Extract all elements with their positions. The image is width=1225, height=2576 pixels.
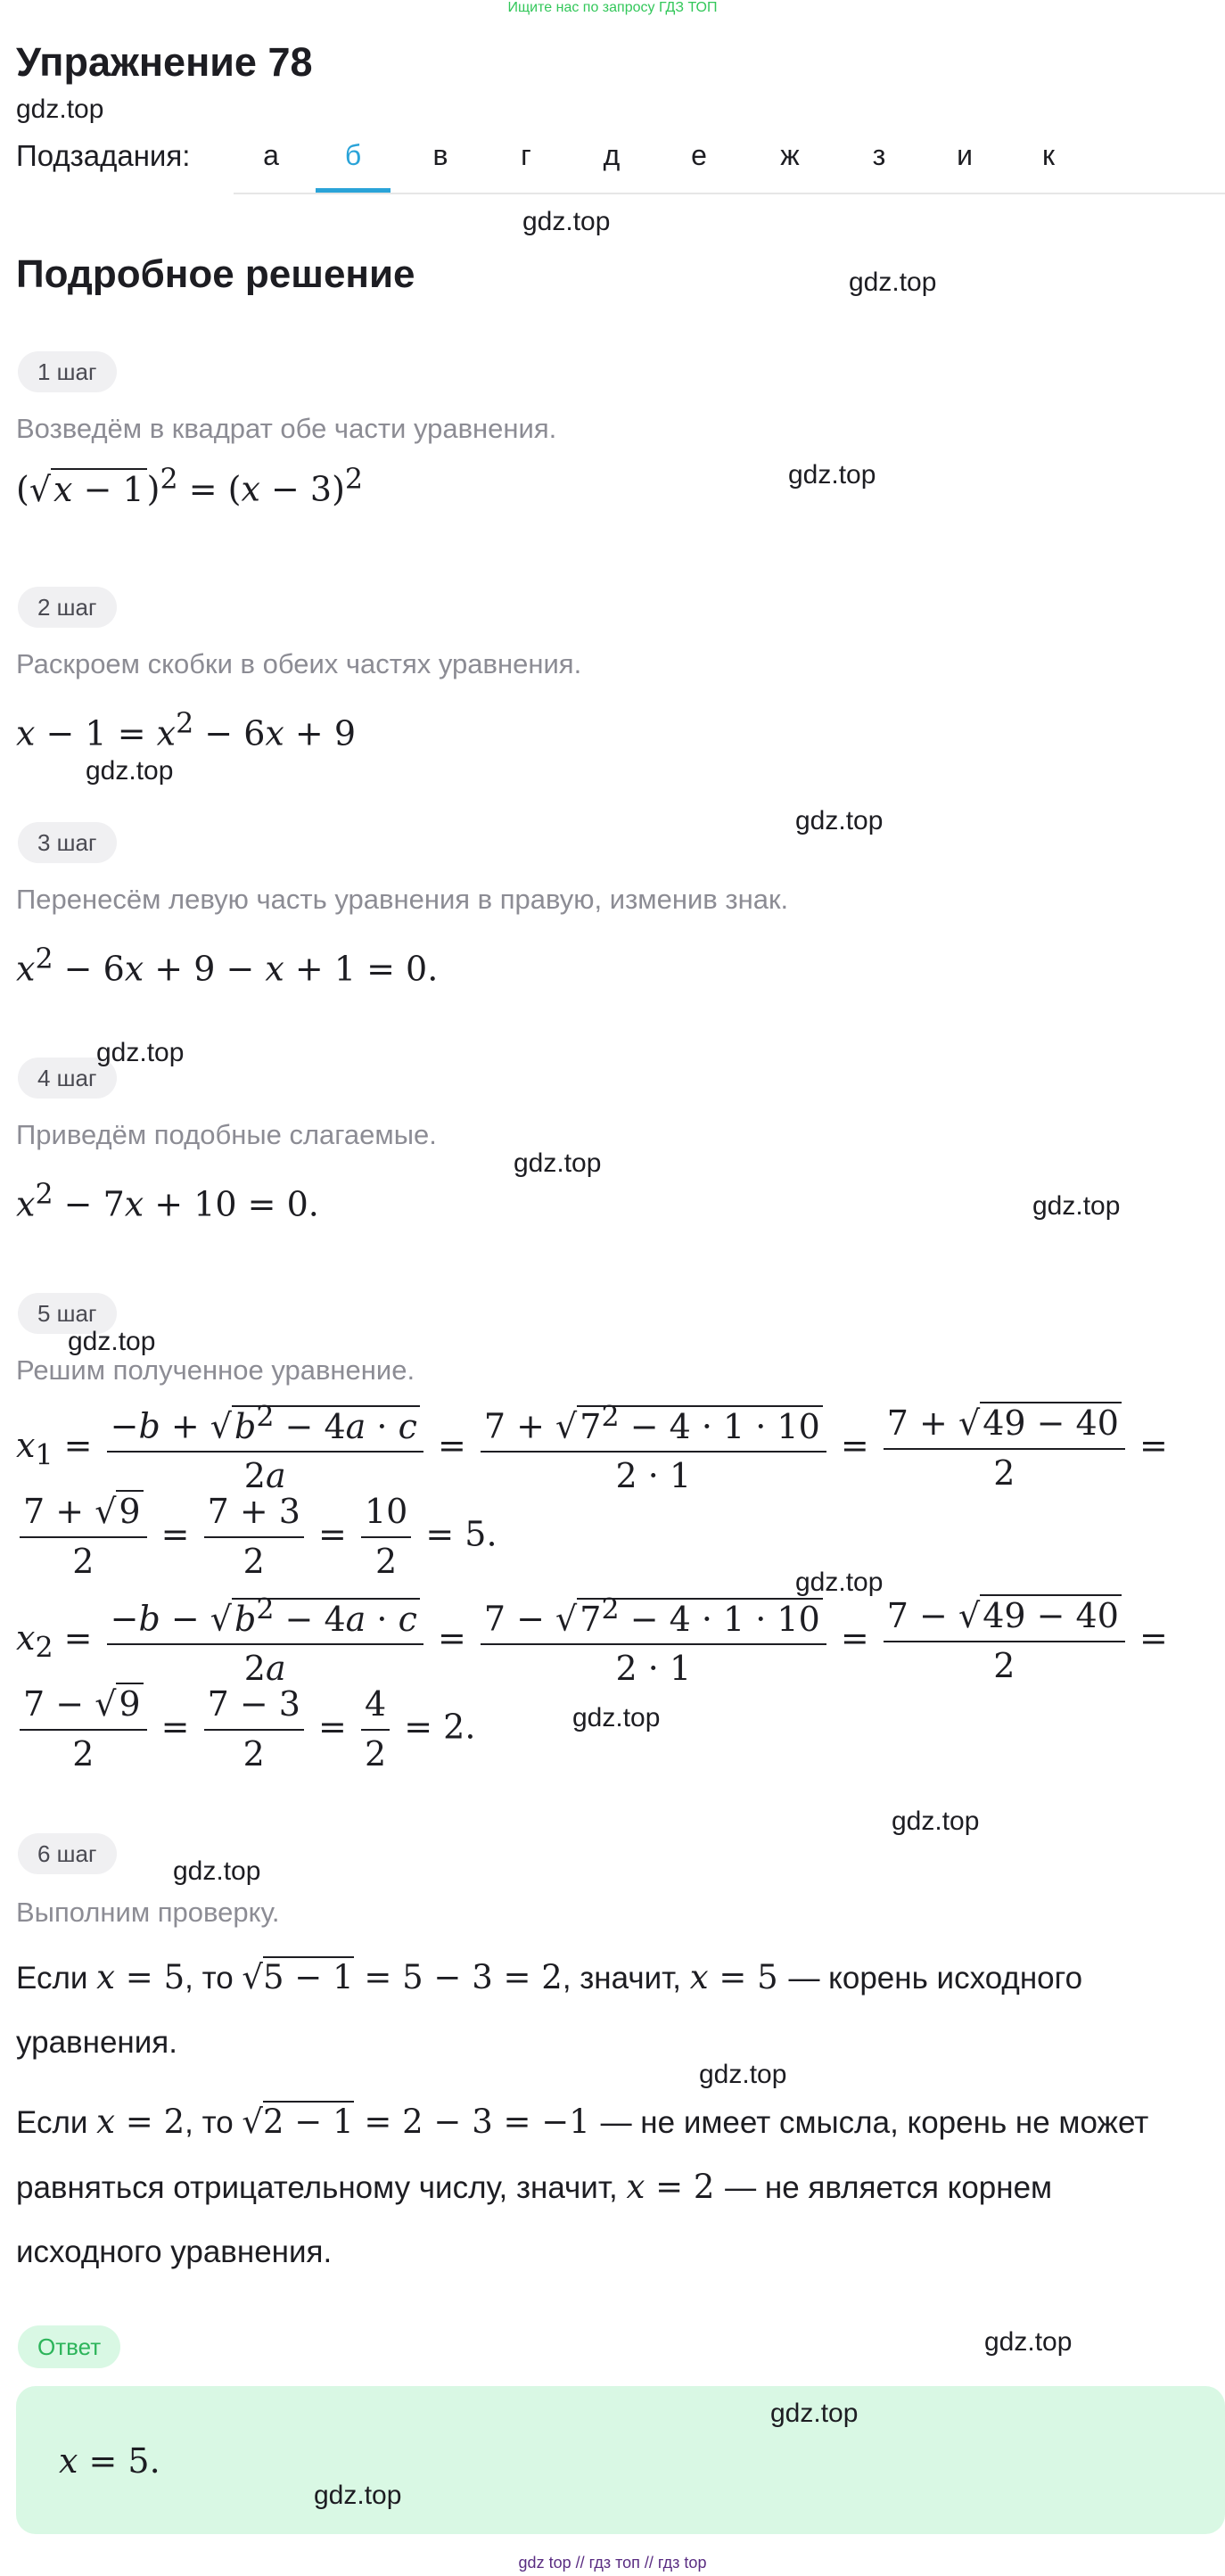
step-description: Решим полученное уравнение.	[16, 1354, 415, 1386]
step-description: Приведём подобные слагаемые.	[16, 1119, 437, 1150]
page-title: Упражнение 78	[16, 39, 313, 85]
watermark: gdz.top	[572, 1703, 661, 1732]
watermark: gdz.top	[514, 1148, 602, 1178]
watermark: gdz.top	[984, 2327, 1073, 2357]
subtasks-label: Подзадания:	[16, 139, 191, 172]
answer-value: x = 5.	[59, 2441, 160, 2481]
step-description: Возведём в квадрат обе части уравнения.	[16, 413, 557, 444]
watermark: gdz.top	[522, 207, 611, 236]
equation-x2-line2: $\frac{7 - √9}{2}$ = $\frac{7 - 3}{2}$ = $\frac{4}{2}$ = 2.	[16, 1686, 475, 1774]
step-badge: 5 шаг	[18, 1293, 117, 1334]
answer-badge: Ответ	[18, 2325, 120, 2368]
solution-heading: Подробное решение	[16, 252, 415, 296]
step-badge: 6 шаг	[18, 1833, 117, 1874]
watermark: gdz.top	[788, 460, 876, 490]
equation-x1-line1: $x_1$ = $\frac{-b + √b^2 - 4a \cdot c}{2a}$ = $\frac{7 + √7^2 - 4 \cdot 1 \cdot 10}{2 \cdot 1}$ = $\frac{7 + √49 - 40}{2}$ =	[16, 1401, 1168, 1496]
step-badge: 2 шаг	[18, 587, 117, 628]
check-paragraph-1: Если x = 5, то √5 − 1 = 5 − 3 = 2, значит, x = 5 — корень исходного уравнения.	[16, 1958, 1083, 2060]
watermark: gdz.top	[173, 1856, 261, 1886]
equation-x2-line1: $x_2$ = $\frac{-b - √b^2 - 4a \cdot c}{2a}$ = $\frac{7 - √7^2 - 4 \cdot 1 \cdot 10}{2 \cdot 1}$ = $\frac{7 - √49 - 40}{2}$ =	[16, 1593, 1168, 1689]
footer-links[interactable]: gdz top // гдз топ // гдз top	[518, 2554, 707, 2572]
watermark: gdz.top	[314, 2481, 402, 2510]
equation: $(√x - 1)^2 = (x - 3)^2$	[16, 464, 364, 509]
equation: $x^2 - 7x + 10 = 0$.	[16, 1179, 319, 1224]
watermark: gdz.top	[699, 2060, 787, 2089]
watermark: gdz.top	[96, 1038, 185, 1067]
step-description: Раскроем скобки в обеих частях уравнения.	[16, 648, 582, 679]
tab-v[interactable]: в	[432, 139, 448, 171]
tab-k[interactable]: к	[1042, 139, 1055, 171]
watermark: gdz.top	[1032, 1191, 1121, 1221]
tab-e[interactable]: е	[691, 139, 707, 171]
check-paragraph-2: Если x = 2, то √2 − 1 = 2 − 3 = −1 — не имеет смысла, корень не может равняться отрицательному числу, значит, x = 2 — не является корнем исходного уравнения.	[16, 2103, 1149, 2269]
tab-d[interactable]: д	[603, 139, 621, 171]
answer-box	[16, 2386, 1225, 2534]
top-banner: Ищите нас по запросу ГДЗ ТОП	[507, 0, 718, 15]
subtask-tabs	[234, 128, 1225, 194]
site-name: gdz.top	[16, 95, 104, 124]
tab-zh[interactable]: ж	[780, 139, 800, 171]
tab-i[interactable]: и	[957, 139, 973, 171]
watermark: gdz.top	[795, 1568, 884, 1597]
equation-x1-line2: $\frac{7 + √9}{2}$ = $\frac{7 + 3}{2}$ = $\frac{10}{2}$ = 5.	[16, 1494, 497, 1581]
tab-b[interactable]: б	[316, 137, 391, 193]
tab-z[interactable]: з	[872, 139, 886, 171]
tab-a[interactable]: а	[263, 139, 279, 171]
step-badge: 3 шаг	[18, 822, 117, 863]
step-description: Выполним проверку.	[16, 1897, 280, 1928]
watermark: gdz.top	[68, 1327, 156, 1356]
watermark: gdz.top	[86, 756, 174, 786]
step-badge: 1 шаг	[18, 351, 117, 392]
watermark: gdz.top	[770, 2399, 859, 2428]
watermark: gdz.top	[892, 1806, 980, 1836]
equation: $x^2 - 6x + 9 - x + 1 = 0$.	[16, 943, 439, 989]
equation: $x - 1 = x^2 - 6x + 9$	[16, 708, 357, 753]
watermark: gdz.top	[849, 267, 937, 297]
watermark: gdz.top	[795, 806, 884, 835]
tab-g[interactable]: г	[521, 139, 531, 171]
step-badge: 4 шаг	[18, 1058, 117, 1099]
step-description: Перенесём левую часть уравнения в правую, изменив знак.	[16, 884, 789, 915]
